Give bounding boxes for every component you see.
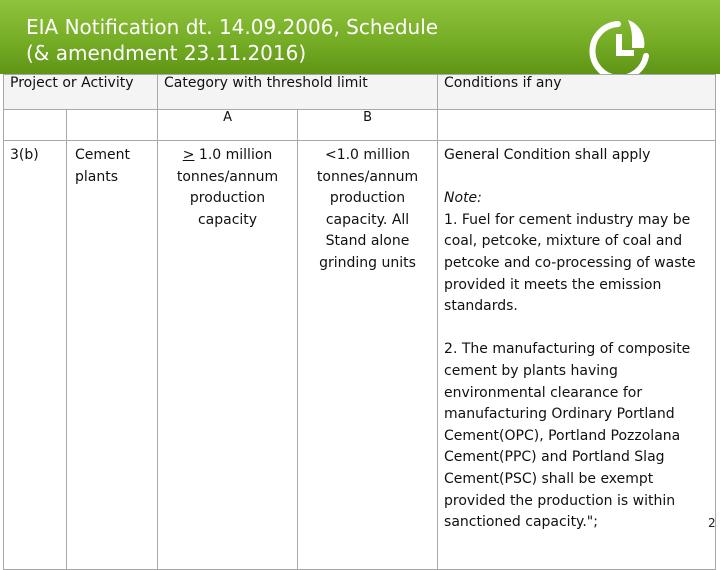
note-1: 1. Fuel for cement industry may be coal, petcoke, mixture of coal and petcoke and co-processing of waste provided it meets the emission standards.	[444, 211, 696, 315]
subheader-empty-3	[438, 110, 716, 141]
slide-title	[26, 14, 438, 66]
row-id: 3(b)	[4, 141, 67, 570]
note-2: 2. The manufacturing of composite cement by plants having environmental clearance for manufacturing Ordinary Portland Cement(OPC), Portland Pozzolana Cement(PPC) and Portland Slag Cement(PSC) shall be exempt provided the production is within sanctioned capacity.";	[444, 341, 691, 531]
subheader-a: A	[158, 110, 298, 141]
subheader-empty-1	[4, 110, 67, 141]
row-activity: Cement plants	[67, 141, 158, 570]
header-project: Project or Activity	[4, 75, 158, 110]
table-subheader-row	[4, 110, 716, 141]
eia-schedule-table	[3, 74, 716, 570]
greater-equal-symbol: >	[182, 147, 195, 163]
title-line-2: (& amendment 23.11.2016)	[26, 41, 307, 65]
leaf-logo-icon	[588, 16, 660, 78]
page-number: 2	[708, 516, 716, 530]
note-label: Note:	[444, 190, 482, 207]
header-conditions: Conditions if any	[438, 75, 716, 110]
general-condition: General Condition shall apply	[444, 147, 651, 163]
header-category: Category with threshold limit	[158, 75, 438, 110]
subheader-empty-2	[67, 110, 158, 141]
row-category-a: > 1.0 million tonnes/annum production capacity	[158, 141, 298, 570]
title-bar	[0, 0, 720, 74]
table-header-row	[4, 75, 716, 110]
title-line-1: EIA Notification dt. 14.09.2006, Schedule	[26, 15, 439, 39]
table-row	[4, 141, 716, 570]
subheader-b: B	[298, 110, 438, 141]
row-category-b: <1.0 million tonnes/annum production capacity. All Stand alone grinding units	[298, 141, 438, 570]
row-conditions	[438, 141, 716, 570]
